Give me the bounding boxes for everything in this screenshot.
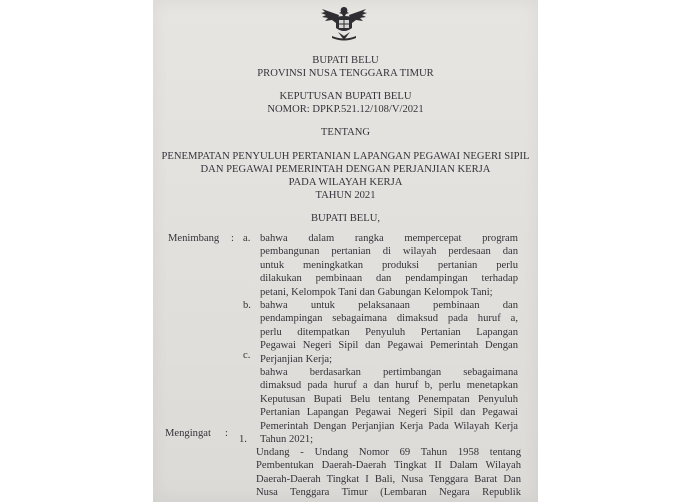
clause-line: Keputusan Bupati Belu tentang Penempatan Penyuluh (260, 393, 518, 405)
clause-line: Pertanian Lapangan Pegawai Negeri Sipil dan Pegawai (260, 407, 518, 419)
clause-line: petani, Kelompok Tani dan Gabungan Kelompok Tani; (260, 286, 493, 298)
item-marker: a. (243, 233, 251, 244)
item-marker: b. (243, 300, 251, 311)
clause-line: bahwa berdasarkan pertimbangan sebagaimana (260, 367, 518, 378)
regent-heading: BUPATI BELU (312, 55, 379, 66)
subject-line: TAHUN 2021 (315, 190, 376, 201)
clause-line: bahwa dalam rangka mempercepat program (260, 233, 518, 244)
clause-line: Undang - Undang Nomor 69 Tahun 1958 tentang (256, 447, 521, 458)
clause-line: dimaksud pada huruf a dan huruf b, perlu menetapkan (260, 380, 518, 392)
clause-line: Nusa Tenggara Timur (Lembaran Negara Republik (256, 487, 521, 499)
clause-line: Pembentukan Daerah-Daerah Tingkat II Dalam Wilayah (256, 460, 521, 472)
clause-line: Tahun 2021; (260, 434, 314, 445)
signatory-heading: BUPATI BELU, (310, 213, 381, 224)
clause-line: pendampingan sebagaimana dimaksud pada huruf a, (260, 313, 518, 325)
clause-line: Perjanjian Kerja; (260, 353, 333, 365)
item-marker: 1. (239, 434, 247, 445)
clause-line: Daerah-Daerah Tingkat I Bali, Nusa Tenggara Barat Dan (256, 473, 521, 485)
clause-line: dilakukan pembinaan dan pendampingan terhadap (260, 273, 518, 285)
subject-line: PENEMPATAN PENYULUH PERTANIAN LAPANGAN PEGAWAI NEGERI SIPIL (161, 151, 530, 162)
menimbang-colon: : (231, 233, 234, 244)
clause-line: perlu ditempatkan Penyuluh Pertanian Lapangan (260, 326, 518, 338)
item-marker: c. (243, 350, 251, 361)
clause-line: pembangunan pertanian di wilayah perdesaan dan (260, 246, 518, 258)
clause-line: Pegawai Negeri Sipil dan Pegawai Pemerintah Dengan (260, 340, 518, 352)
mengingat-label: Mengingat (165, 428, 211, 439)
clause-line: bahwa untuk pelaksanaan pembinaan dan (260, 300, 518, 311)
clause-line: Pemerintah Dengan Perjanjian Kerja Pada Wilayah Kerja (260, 420, 518, 432)
decree-number: NOMOR: DPKP.521.12/108/V/2021 (267, 104, 424, 115)
menimbang-label: Menimbang (168, 233, 220, 244)
about-heading: TENTANG (320, 127, 371, 138)
subject-line: DAN PEGAWAI PEMERINTAH DENGAN PERJANJIAN KERJA (200, 164, 491, 175)
clause-line: untuk meningkatkan produksi pertanian perlu (260, 259, 518, 271)
decree-title: KEPUTUSAN BUPATI BELU (279, 91, 412, 102)
subject-line: PADA WILAYAH KERJA (288, 177, 403, 188)
document-page (153, 0, 538, 502)
mengingat-colon: : (225, 428, 228, 439)
province-heading: PROVINSI NUSA TENGGARA TIMUR (257, 68, 434, 79)
garuda-emblem-icon (318, 3, 370, 45)
